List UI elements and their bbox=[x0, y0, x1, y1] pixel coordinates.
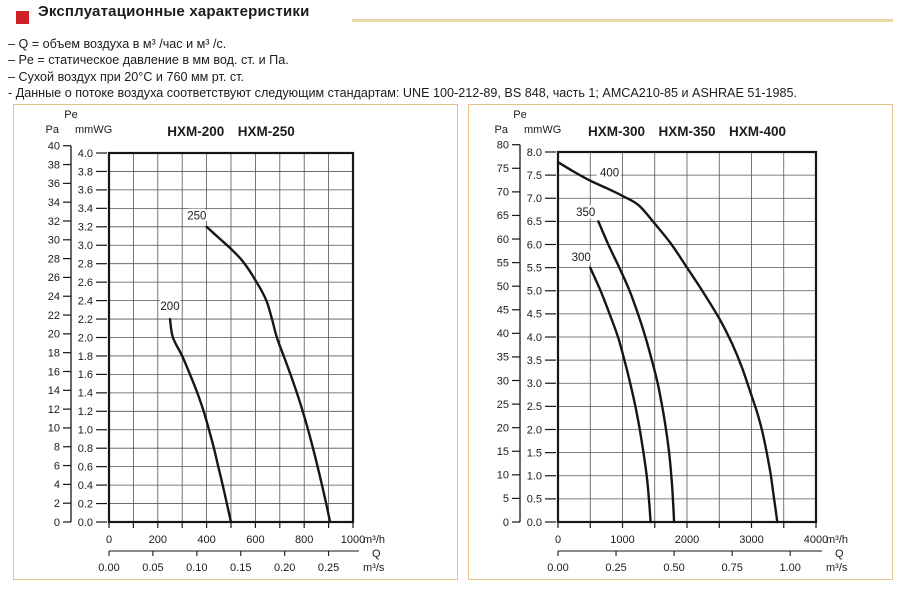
svg-text:1.00: 1.00 bbox=[779, 562, 801, 574]
section-title-rule bbox=[352, 19, 893, 22]
svg-text:m³/s: m³/s bbox=[363, 562, 385, 574]
svg-text:5: 5 bbox=[502, 493, 509, 506]
svg-text:26: 26 bbox=[47, 272, 60, 285]
svg-text:30: 30 bbox=[47, 234, 60, 247]
svg-text:6: 6 bbox=[53, 460, 60, 473]
svg-text:2.8: 2.8 bbox=[77, 258, 93, 271]
curve-label-200: 200 bbox=[160, 300, 180, 313]
svg-text:4.0: 4.0 bbox=[526, 331, 542, 344]
svg-text:6.5: 6.5 bbox=[526, 216, 542, 229]
pe-header: Pe bbox=[513, 109, 527, 121]
x-axis-m3s bbox=[98, 548, 385, 574]
svg-text:75: 75 bbox=[496, 163, 509, 176]
svg-text:3.2: 3.2 bbox=[77, 221, 93, 234]
svg-text:4: 4 bbox=[53, 479, 60, 492]
chart-title: HXM-200 HXM-250 bbox=[167, 124, 295, 139]
svg-text:0.0: 0.0 bbox=[526, 516, 542, 529]
svg-text:0.5: 0.5 bbox=[526, 493, 542, 506]
svg-text:4.5: 4.5 bbox=[526, 308, 542, 321]
svg-text:0.00: 0.00 bbox=[98, 562, 120, 574]
svg-text:60: 60 bbox=[496, 233, 509, 246]
svg-text:3.4: 3.4 bbox=[77, 203, 93, 216]
note-line: - Данные о потоке воздуха соответствуют следующим стандартам: UNE 100-212-89, BS 848, часть 1; AMCA210-85 и ASHRAE 51-1985. bbox=[8, 85, 798, 100]
svg-text:3000: 3000 bbox=[739, 534, 764, 546]
svg-text:m³/s: m³/s bbox=[826, 562, 848, 574]
fan-curve-chart-small bbox=[14, 105, 456, 578]
svg-text:15: 15 bbox=[496, 446, 509, 459]
svg-text:3.0: 3.0 bbox=[77, 240, 93, 253]
svg-text:4000: 4000 bbox=[803, 534, 829, 546]
svg-text:0.20: 0.20 bbox=[273, 562, 296, 574]
svg-text:10: 10 bbox=[496, 469, 509, 482]
svg-text:0.05: 0.05 bbox=[142, 562, 164, 574]
svg-text:3.5: 3.5 bbox=[526, 354, 542, 367]
svg-text:1.2: 1.2 bbox=[77, 406, 93, 419]
note-line: – Pe = статическое давление в мм вод. ст. и Па. bbox=[8, 53, 289, 68]
curve-label-300: 300 bbox=[571, 252, 591, 265]
chart-panel-hxm-200-250 bbox=[13, 104, 458, 580]
svg-text:16: 16 bbox=[47, 366, 60, 379]
svg-text:0.10: 0.10 bbox=[186, 562, 208, 574]
svg-text:36: 36 bbox=[47, 178, 60, 191]
note-line: – Сухой воздух при 20°C и 760 мм рт. ст. bbox=[8, 69, 245, 84]
x-axis-m3h bbox=[106, 523, 385, 546]
svg-text:8: 8 bbox=[53, 441, 60, 454]
svg-text:22: 22 bbox=[47, 309, 60, 322]
svg-text:8.0: 8.0 bbox=[526, 146, 542, 159]
svg-text:5.5: 5.5 bbox=[526, 262, 542, 275]
mmwg-header: mmWG bbox=[524, 124, 562, 136]
svg-text:7.5: 7.5 bbox=[526, 169, 542, 182]
pa-axis bbox=[497, 140, 520, 529]
svg-text:0.15: 0.15 bbox=[230, 562, 252, 574]
curve-200 bbox=[170, 319, 231, 522]
svg-text:m³/h: m³/h bbox=[826, 534, 848, 546]
mmwg-axis bbox=[78, 148, 107, 529]
section-bullet-square bbox=[16, 11, 29, 24]
svg-text:3.0: 3.0 bbox=[526, 378, 542, 391]
svg-text:4.0: 4.0 bbox=[77, 147, 93, 160]
chart-title: HXM-300 HXM-350 HXM-400 bbox=[587, 124, 787, 139]
svg-text:3.6: 3.6 bbox=[77, 184, 93, 197]
svg-text:400: 400 bbox=[197, 534, 216, 546]
svg-text:35: 35 bbox=[496, 351, 509, 364]
svg-text:2.0: 2.0 bbox=[77, 332, 93, 345]
svg-text:800: 800 bbox=[295, 534, 314, 546]
pe-header: Pe bbox=[64, 109, 78, 121]
svg-text:0.75: 0.75 bbox=[721, 562, 743, 574]
mmwg-header: mmWG bbox=[75, 124, 113, 136]
svg-text:0.8: 0.8 bbox=[77, 443, 93, 455]
x-axis-m3s bbox=[547, 548, 848, 574]
svg-text:0.50: 0.50 bbox=[663, 562, 685, 574]
svg-text:2.0: 2.0 bbox=[526, 424, 542, 437]
svg-text:2.6: 2.6 bbox=[77, 276, 93, 289]
svg-text:m³/h: m³/h bbox=[363, 534, 385, 546]
svg-text:Q: Q bbox=[372, 548, 381, 560]
svg-text:1.8: 1.8 bbox=[77, 350, 93, 363]
svg-text:0.6: 0.6 bbox=[77, 461, 93, 474]
svg-text:1000: 1000 bbox=[610, 534, 635, 546]
svg-text:25: 25 bbox=[496, 398, 509, 411]
svg-text:34: 34 bbox=[47, 196, 60, 209]
svg-text:38: 38 bbox=[47, 159, 60, 172]
grid bbox=[558, 152, 816, 522]
svg-text:24: 24 bbox=[47, 291, 60, 304]
svg-text:1.4: 1.4 bbox=[77, 387, 93, 400]
svg-text:2.2: 2.2 bbox=[77, 313, 93, 326]
svg-text:6.0: 6.0 bbox=[526, 239, 542, 252]
svg-text:0.0: 0.0 bbox=[77, 516, 93, 529]
svg-text:0: 0 bbox=[105, 534, 113, 546]
svg-text:0.25: 0.25 bbox=[605, 562, 627, 574]
curve-350 bbox=[598, 221, 674, 522]
svg-text:600: 600 bbox=[246, 534, 265, 546]
svg-text:0.2: 0.2 bbox=[77, 498, 93, 511]
pa-header: Pa bbox=[45, 124, 59, 136]
svg-text:28: 28 bbox=[47, 253, 60, 266]
svg-text:14: 14 bbox=[47, 385, 60, 398]
svg-text:Q: Q bbox=[835, 548, 844, 560]
svg-text:2.4: 2.4 bbox=[77, 295, 93, 308]
note-line: – Q = объем воздуха в м³ /час и м³ /с. bbox=[8, 37, 227, 51]
svg-text:20: 20 bbox=[47, 328, 60, 341]
svg-text:55: 55 bbox=[496, 257, 509, 270]
fan-curve-chart-large bbox=[469, 105, 891, 578]
svg-text:1000: 1000 bbox=[340, 534, 366, 546]
curve-label-400: 400 bbox=[600, 167, 620, 180]
svg-text:32: 32 bbox=[47, 215, 60, 228]
pa-axis bbox=[48, 141, 71, 529]
section-title: Эксплуатационные характеристики bbox=[38, 3, 310, 20]
notes-block bbox=[8, 36, 797, 101]
x-axis-m3h bbox=[555, 523, 848, 546]
svg-text:45: 45 bbox=[496, 304, 509, 317]
svg-text:1.0: 1.0 bbox=[77, 424, 93, 437]
svg-text:2000: 2000 bbox=[674, 534, 700, 546]
svg-text:65: 65 bbox=[496, 210, 509, 223]
svg-text:200: 200 bbox=[148, 534, 167, 546]
svg-text:2: 2 bbox=[53, 497, 60, 510]
svg-text:40: 40 bbox=[496, 328, 509, 341]
svg-text:1.5: 1.5 bbox=[526, 447, 542, 460]
svg-text:40: 40 bbox=[47, 140, 60, 153]
svg-text:7.0: 7.0 bbox=[526, 193, 542, 206]
svg-text:2.5: 2.5 bbox=[526, 401, 542, 414]
svg-text:0: 0 bbox=[502, 516, 509, 529]
svg-text:80: 80 bbox=[496, 139, 509, 152]
mmwg-axis bbox=[527, 147, 556, 529]
svg-text:0.00: 0.00 bbox=[547, 562, 569, 574]
svg-text:20: 20 bbox=[496, 422, 509, 435]
svg-text:18: 18 bbox=[47, 347, 60, 360]
svg-text:0: 0 bbox=[53, 516, 60, 529]
svg-text:1.0: 1.0 bbox=[526, 470, 542, 483]
svg-text:12: 12 bbox=[47, 403, 60, 416]
svg-text:5.0: 5.0 bbox=[526, 285, 542, 298]
svg-text:0: 0 bbox=[554, 534, 562, 546]
pa-header: Pa bbox=[494, 124, 508, 136]
svg-text:50: 50 bbox=[496, 280, 509, 293]
curve-300 bbox=[590, 268, 650, 522]
svg-text:30: 30 bbox=[496, 375, 509, 388]
chart-panel-hxm-300-350-400 bbox=[468, 104, 893, 580]
curve-label-350: 350 bbox=[576, 206, 596, 219]
svg-text:70: 70 bbox=[496, 186, 509, 199]
curve-label-250: 250 bbox=[187, 210, 207, 223]
svg-text:10: 10 bbox=[47, 422, 60, 435]
svg-text:0.25: 0.25 bbox=[317, 562, 340, 574]
svg-text:3.8: 3.8 bbox=[77, 166, 93, 179]
svg-text:1.6: 1.6 bbox=[77, 369, 93, 382]
svg-text:0.4: 0.4 bbox=[77, 479, 93, 492]
